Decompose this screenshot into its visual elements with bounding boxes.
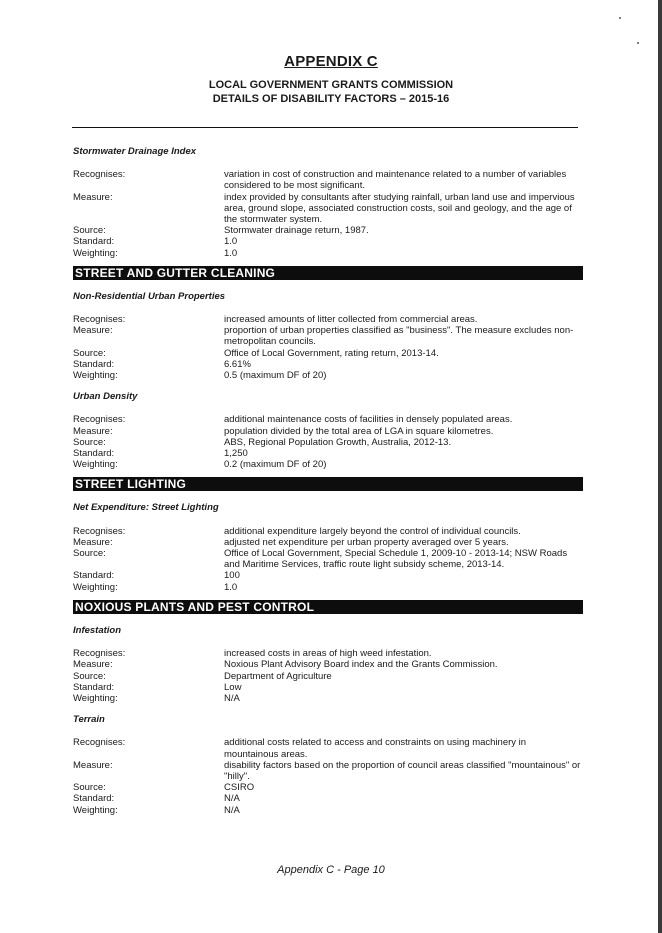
factor-value: disability factors based on the proportion of council areas classified "mountainous" or "hilly". (224, 759, 581, 782)
factor-row (73, 169, 583, 191)
factor-rows (73, 414, 583, 470)
factor-value: 6.61% (224, 358, 251, 370)
factor-row (73, 448, 583, 459)
factor-row (73, 225, 583, 236)
factor-label: Measure: (73, 425, 113, 437)
subsection-heading: Net Expenditure: Street Lighting (73, 502, 219, 514)
subsection-heading: Terrain (73, 714, 105, 726)
factor-value: N/A (224, 692, 240, 704)
section-band: STREET LIGHTING (73, 477, 583, 491)
factor-value: Noxious Plant Advisory Board index and the Grants Commission. (224, 659, 498, 671)
factor-subsection (73, 625, 583, 704)
factor-subsection (73, 146, 583, 259)
factor-value: Department of Agriculture (224, 670, 332, 682)
factor-value: 100 (224, 570, 240, 582)
factor-value: ABS, Regional Population Growth, Australia, 2012-13. (224, 436, 452, 448)
factor-rows (73, 526, 583, 593)
factor-label: Weighting: (73, 370, 118, 382)
factor-value: additional maintenance costs of facilities in densely populated areas. (224, 414, 513, 426)
factor-value: increased amounts of litter collected from commercial areas. (224, 314, 478, 326)
subsection-heading: Non-Residential Urban Properties (73, 290, 226, 302)
factor-label: Source: (73, 225, 106, 237)
factor-value: increased costs in areas of high weed infestation. (224, 648, 432, 660)
factor-label: Standard: (73, 448, 115, 460)
factor-row (73, 325, 583, 347)
factor-label: Weighting: (73, 804, 118, 816)
factor-subsection (73, 291, 583, 381)
factor-section (73, 477, 583, 592)
factor-label: Recognises: (73, 169, 126, 181)
factor-value: Stormwater drainage return, 1987. (224, 225, 369, 237)
factor-label: Standard: (73, 681, 115, 693)
factor-row (73, 526, 583, 537)
factor-value: N/A (224, 804, 240, 816)
factor-label: Source: (73, 436, 106, 448)
factor-section (73, 146, 583, 259)
factor-label: Recognises: (73, 648, 126, 660)
factor-row (73, 459, 583, 470)
factor-row (73, 359, 583, 370)
factor-row (73, 537, 583, 548)
page-title: APPENDIX C (284, 53, 378, 70)
factor-row (73, 693, 583, 704)
factor-row (73, 793, 583, 804)
factor-row (73, 582, 583, 593)
page-subtitle-line2: DETAILS OF DISABILITY FACTORS – 2015-16 (212, 93, 450, 105)
factor-label: Measure: (73, 759, 113, 771)
factor-section (73, 266, 583, 471)
factor-label: Measure: (73, 536, 113, 548)
factor-value: Low (224, 681, 242, 693)
subsection-heading: Urban Density (73, 391, 138, 403)
factor-row (73, 437, 583, 448)
factor-value: 0.2 (maximum DF of 20) (224, 459, 327, 471)
factor-row (73, 314, 583, 325)
factor-row (73, 236, 583, 247)
factor-row (73, 737, 583, 759)
factor-label: Source: (73, 548, 106, 560)
factor-label: Weighting: (73, 459, 118, 471)
subsection-heading: Infestation (73, 624, 122, 636)
subsection-heading: Stormwater Drainage Index (73, 146, 197, 157)
factor-row (73, 682, 583, 693)
factor-label: Measure: (73, 191, 113, 203)
factor-label: Weighting: (73, 581, 118, 593)
factor-label: Source: (73, 782, 106, 794)
factor-label: Measure: (73, 325, 113, 337)
factor-subsection (73, 502, 583, 592)
factor-subsection (73, 381, 583, 470)
factor-label: Source: (73, 670, 106, 682)
factor-label: Recognises: (73, 314, 126, 326)
page-subtitle-line1: LOCAL GOVERNMENT GRANTS COMMISSION (208, 79, 454, 91)
factor-row (73, 760, 583, 782)
factor-row (73, 659, 583, 670)
factor-rows (73, 314, 583, 381)
factor-row (73, 414, 583, 425)
factor-label: Measure: (73, 659, 113, 671)
section-band: STREET AND GUTTER CLEANING (73, 266, 583, 280)
factor-rows (73, 737, 583, 815)
factor-value: variation in cost of construction and maintenance related to a number of variables considered to be most significant. (224, 169, 567, 192)
header-divider (72, 127, 578, 128)
factor-label: Standard: (73, 570, 115, 582)
spacer (73, 704, 583, 714)
factor-label: Weighting: (73, 247, 118, 259)
factor-value: adjusted net expenditure per urban property averaged over 5 years. (224, 536, 509, 548)
factor-value: additional costs related to access and constraints on using machinery in mountainous areas. (224, 737, 527, 760)
factor-row (73, 426, 583, 437)
factor-value: additional expenditure largely beyond the control of individual councils. (224, 525, 521, 537)
factor-value: N/A (224, 793, 240, 805)
factor-row (73, 248, 583, 259)
factor-value: index provided by consultants after studying rainfall, urban land use and impervious area, ground slope, associated construction costs, soil and geology, and the age of the stormwater system. (224, 191, 575, 226)
factor-value: proportion of urban properties classified as "business". The measure excludes non-metropolitan councils. (224, 325, 574, 348)
factor-label: Recognises: (73, 414, 126, 426)
factor-value: 1,250 (224, 448, 248, 460)
factor-rows (73, 169, 583, 259)
factor-row (73, 548, 583, 570)
factor-label: Standard: (73, 236, 115, 248)
scan-speck (619, 17, 621, 19)
factor-subsection (73, 704, 583, 816)
factor-value: CSIRO (224, 782, 255, 794)
factor-row (73, 782, 583, 793)
page-footer: Appendix C - Page 10 (277, 864, 385, 876)
factor-value: 1.0 (224, 247, 238, 259)
factor-label: Recognises: (73, 737, 126, 749)
factor-value: 0.5 (maximum DF of 20) (224, 370, 327, 382)
scan-edge (658, 0, 662, 933)
factor-row (73, 648, 583, 659)
factor-label: Source: (73, 347, 106, 359)
scan-speck (637, 42, 639, 44)
factor-row (73, 192, 583, 226)
spacer (73, 381, 583, 391)
factor-content (73, 146, 583, 816)
factor-value: Office of Local Government, rating return, 2013-14. (224, 347, 439, 359)
factor-value: population divided by the total area of LGA in square kilometres. (224, 425, 494, 437)
factor-label: Standard: (73, 793, 115, 805)
factor-label: Standard: (73, 358, 115, 370)
factor-rows (73, 648, 583, 704)
factor-value: 1.0 (224, 236, 238, 248)
section-band: NOXIOUS PLANTS AND PEST CONTROL (73, 600, 583, 614)
factor-row (73, 805, 583, 816)
factor-label: Recognises: (73, 525, 126, 537)
factor-row (73, 671, 583, 682)
factor-value: 1.0 (224, 581, 238, 593)
factor-row (73, 348, 583, 359)
factor-value: Office of Local Government, Special Schedule 1, 2009-10 - 2013-14; NSW Roads and Maritime Services, traffic route light subsidy scheme, 2013-14. (224, 548, 568, 571)
factor-label: Weighting: (73, 692, 118, 704)
factor-section (73, 600, 583, 816)
factor-row (73, 370, 583, 381)
factor-row (73, 570, 583, 581)
